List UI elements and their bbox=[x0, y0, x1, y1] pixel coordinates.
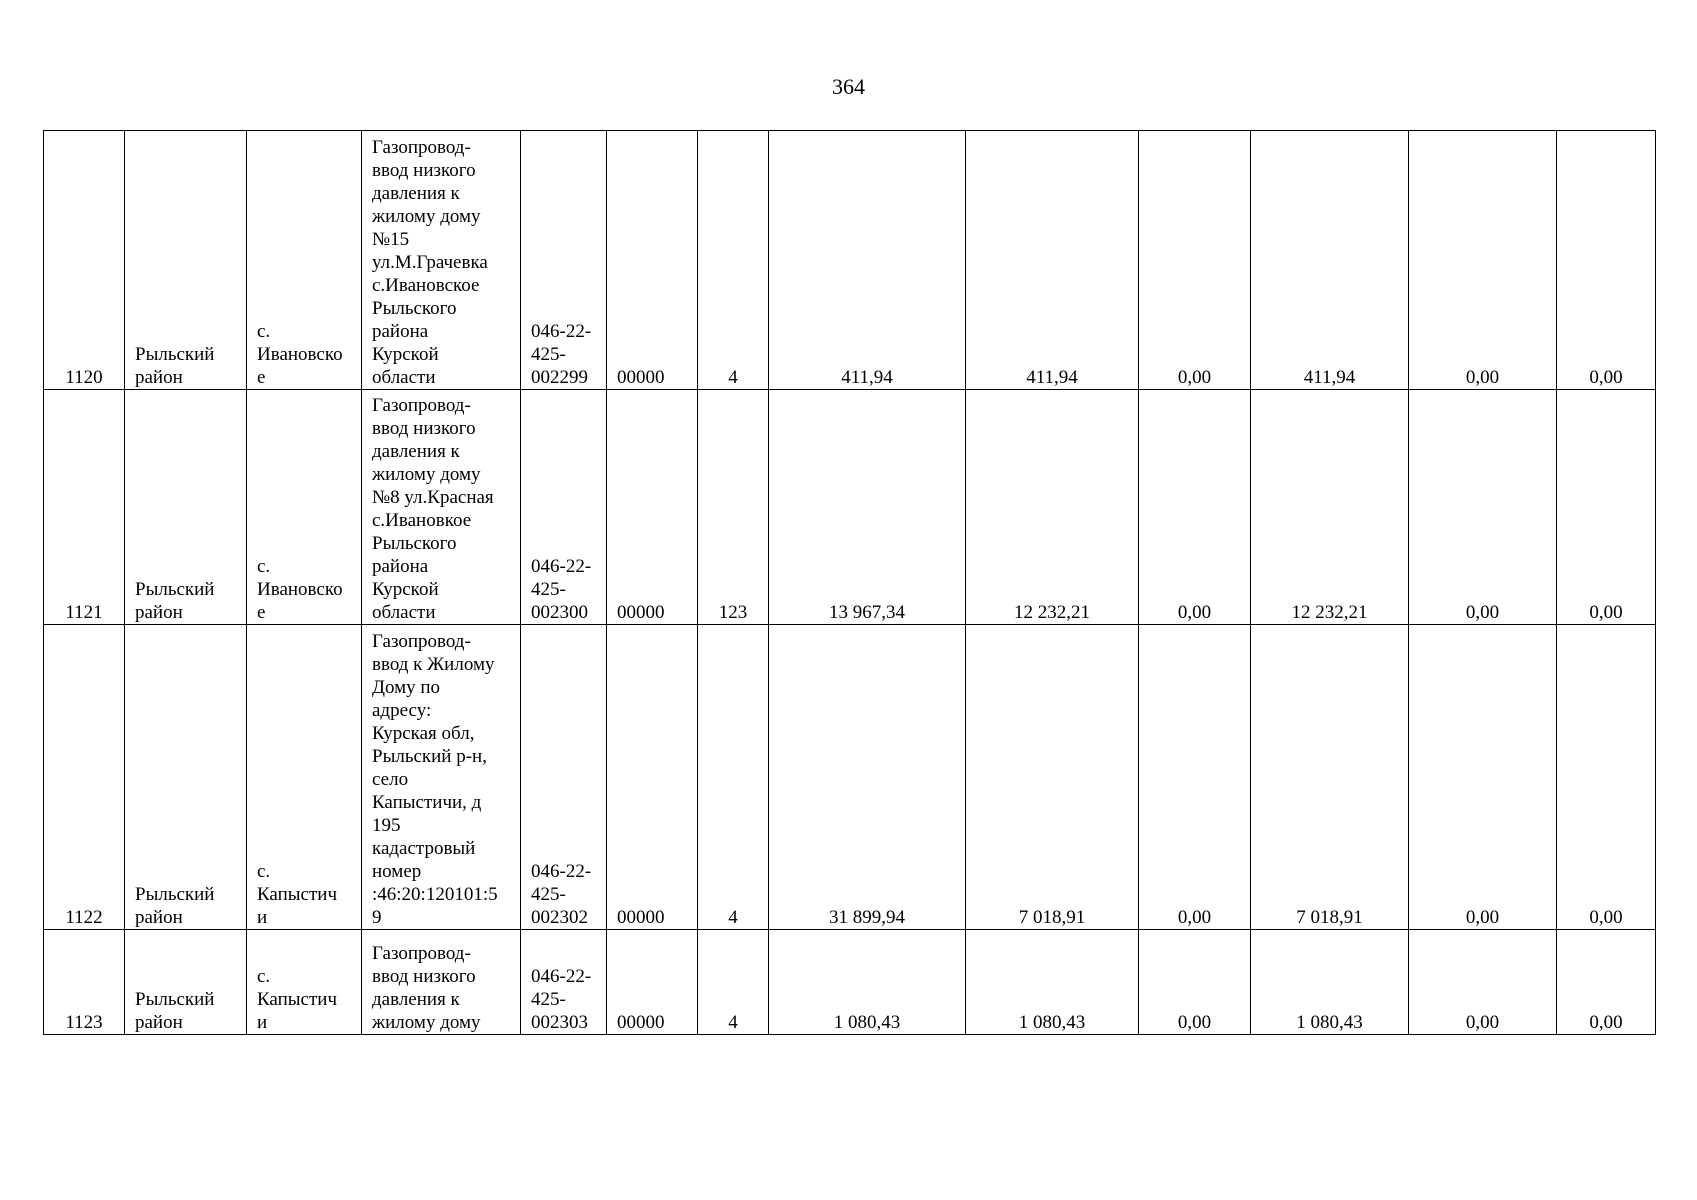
quantity-cell: 4 bbox=[698, 930, 769, 1035]
row-number-cell: 1122 bbox=[44, 625, 125, 930]
value-cell-6: 0,00 bbox=[1557, 390, 1656, 625]
object-name-cell: Газопровод- ввод низкого давления к жилому дому bbox=[362, 930, 521, 1035]
district-cell: Рыльский район bbox=[125, 625, 247, 930]
value-cell-3: 0,00 bbox=[1139, 625, 1251, 930]
page-number: 364 bbox=[832, 74, 865, 99]
locality-cell: с. Капыстич и bbox=[247, 930, 362, 1035]
value-cell-4: 7 018,91 bbox=[1251, 625, 1409, 930]
district-cell: Рыльский район bbox=[125, 390, 247, 625]
value-cell-1: 13 967,34 bbox=[769, 390, 966, 625]
value-cell-2: 12 232,21 bbox=[966, 390, 1139, 625]
code-cell: 00000 bbox=[607, 625, 698, 930]
locality-cell: с. Ивановско е bbox=[247, 131, 362, 390]
property-register-table bbox=[43, 130, 1656, 1035]
value-cell-6: 0,00 bbox=[1557, 625, 1656, 930]
registration-number-cell: 046-22- 425- 002300 bbox=[521, 390, 607, 625]
code-cell: 00000 bbox=[607, 131, 698, 390]
object-name-cell: Газопровод- ввод к Жилому Дому по адресу: Курская обл, Рыльский р-н, село Капыстичи, д 195 кадастровый номер :46:20:120101:5 9 bbox=[362, 625, 521, 930]
locality-cell: с. Ивановско е bbox=[247, 390, 362, 625]
row-number-cell: 1121 bbox=[44, 390, 125, 625]
registration-number-cell: 046-22- 425- 002302 bbox=[521, 625, 607, 930]
value-cell-6: 0,00 bbox=[1557, 131, 1656, 390]
object-name-cell: Газопровод- ввод низкого давления к жилому дому №8 ул.Красная с.Ивановкое Рыльского района Курской области bbox=[362, 390, 521, 625]
value-cell-3: 0,00 bbox=[1139, 131, 1251, 390]
table-row bbox=[44, 930, 1656, 1035]
code-cell: 00000 bbox=[607, 390, 698, 625]
value-cell-4: 1 080,43 bbox=[1251, 930, 1409, 1035]
locality-cell: с. Капыстич и bbox=[247, 625, 362, 930]
row-number-cell: 1123 bbox=[44, 930, 125, 1035]
district-cell: Рыльский район bbox=[125, 131, 247, 390]
value-cell-1: 1 080,43 bbox=[769, 930, 966, 1035]
row-number-cell: 1120 bbox=[44, 131, 125, 390]
value-cell-3: 0,00 bbox=[1139, 390, 1251, 625]
table-row bbox=[44, 390, 1656, 625]
value-cell-2: 1 080,43 bbox=[966, 930, 1139, 1035]
value-cell-1: 411,94 bbox=[769, 131, 966, 390]
registration-number-cell: 046-22- 425- 002303 bbox=[521, 930, 607, 1035]
value-cell-4: 12 232,21 bbox=[1251, 390, 1409, 625]
value-cell-6: 0,00 bbox=[1557, 930, 1656, 1035]
value-cell-4: 411,94 bbox=[1251, 131, 1409, 390]
registration-number-cell: 046-22- 425- 002299 bbox=[521, 131, 607, 390]
table-row bbox=[44, 625, 1656, 930]
quantity-cell: 4 bbox=[698, 625, 769, 930]
value-cell-3: 0,00 bbox=[1139, 930, 1251, 1035]
code-cell: 00000 bbox=[607, 930, 698, 1035]
value-cell-2: 7 018,91 bbox=[966, 625, 1139, 930]
table-row bbox=[44, 131, 1656, 390]
district-cell: Рыльский район bbox=[125, 930, 247, 1035]
value-cell-5: 0,00 bbox=[1409, 930, 1557, 1035]
value-cell-5: 0,00 bbox=[1409, 625, 1557, 930]
object-name-cell: Газопровод- ввод низкого давления к жилому дому №15 ул.М.Грачевка с.Ивановское Рыльского района Курской области bbox=[362, 131, 521, 390]
quantity-cell: 123 bbox=[698, 390, 769, 625]
value-cell-5: 0,00 bbox=[1409, 390, 1557, 625]
value-cell-2: 411,94 bbox=[966, 131, 1139, 390]
quantity-cell: 4 bbox=[698, 131, 769, 390]
value-cell-5: 0,00 bbox=[1409, 131, 1557, 390]
value-cell-1: 31 899,94 bbox=[769, 625, 966, 930]
